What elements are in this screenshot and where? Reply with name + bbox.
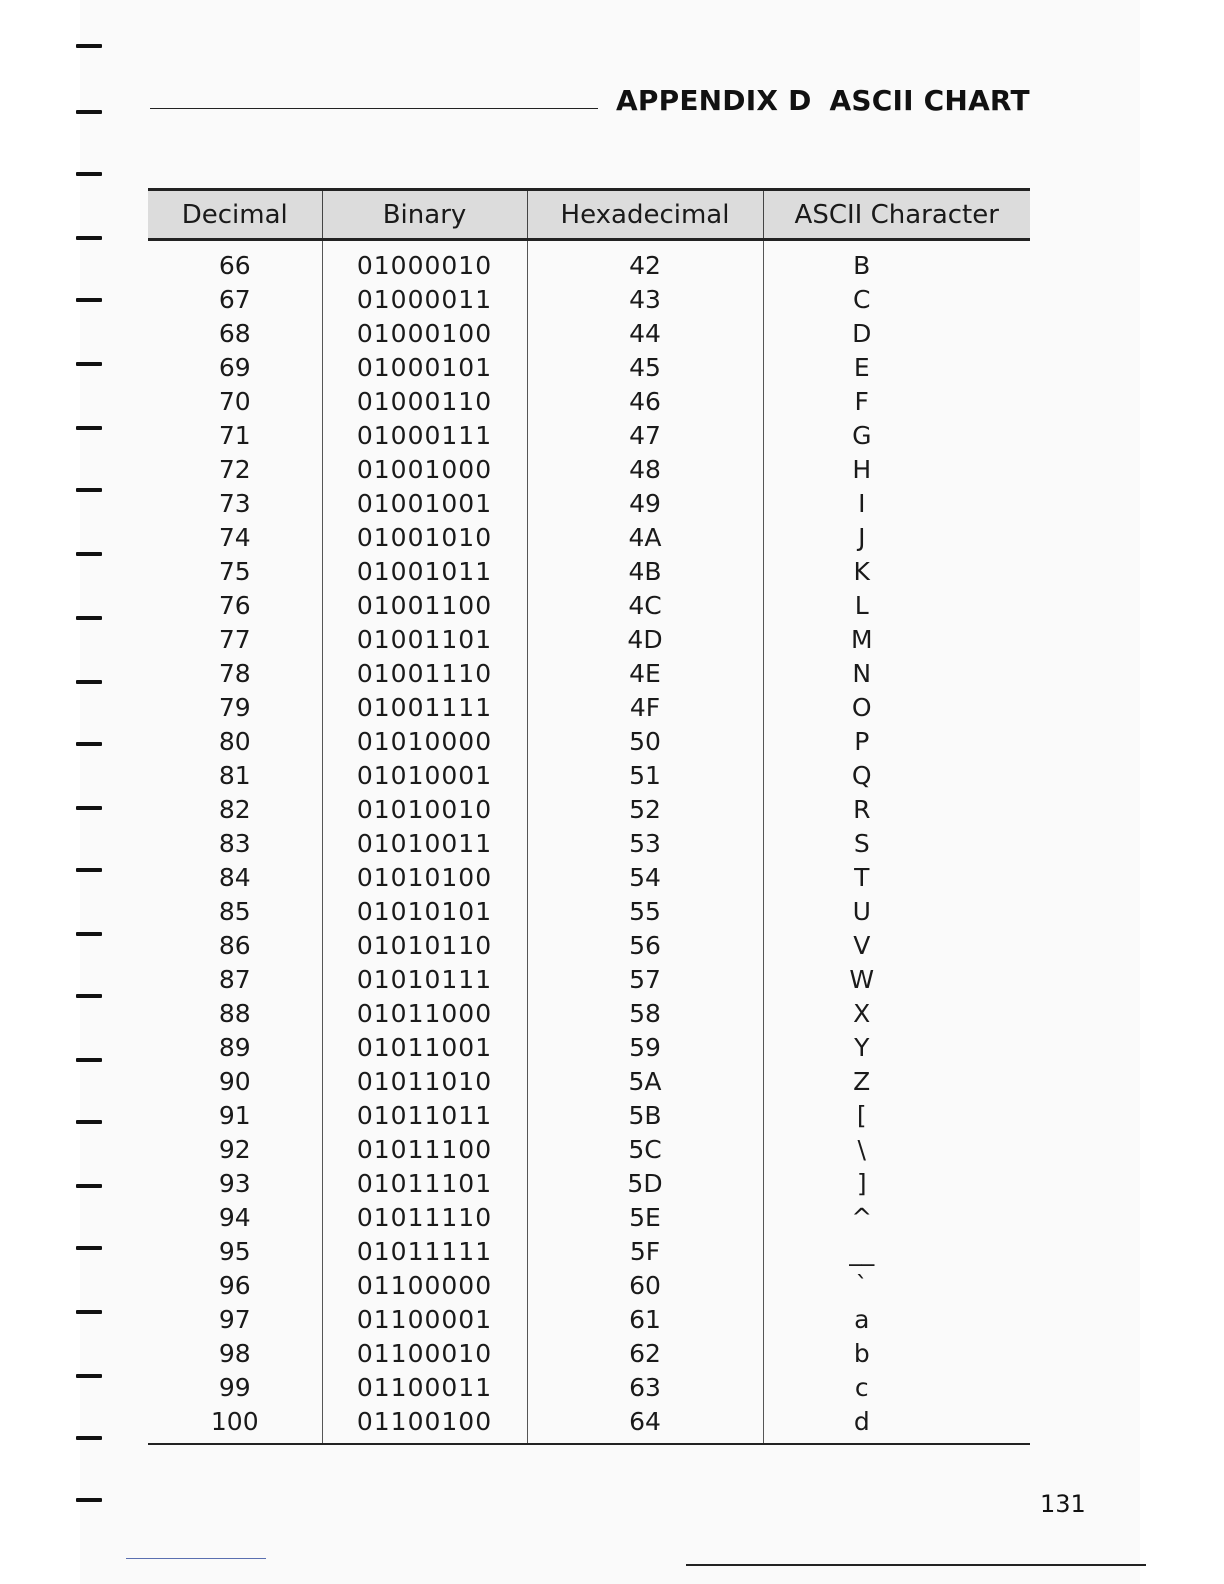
hexadecimal-cell: 5D (527, 1167, 763, 1201)
table-row (148, 351, 1030, 385)
binding-mark (76, 1184, 102, 1188)
footer-rule-right (686, 1564, 1146, 1566)
binding-mark (76, 1436, 102, 1440)
decimal-cell: 77 (218, 625, 251, 654)
binary-cell: 01011111 (322, 1235, 527, 1269)
ascii-character-cell: ` (763, 1269, 1030, 1303)
table-row (148, 1201, 1030, 1235)
hexadecimal-cell: 46 (527, 385, 763, 419)
ascii-character-cell: d (763, 1405, 1030, 1444)
binary-cell: 01011101 (322, 1167, 527, 1201)
binary-cell: 01001011 (322, 555, 527, 589)
table-row (148, 240, 1030, 284)
ascii-character-cell: P (763, 725, 1030, 759)
binding-mark (76, 994, 102, 998)
hexadecimal-cell: 62 (527, 1337, 763, 1371)
binary-cell: 01001110 (322, 657, 527, 691)
binding-mark (76, 426, 102, 430)
binding-mark (76, 44, 102, 48)
binding-mark (76, 868, 102, 872)
decimal-cell: 93 (218, 1169, 251, 1198)
ascii-character-cell: N (763, 657, 1030, 691)
hexadecimal-cell: 59 (527, 1031, 763, 1065)
hexadecimal-cell: 53 (527, 827, 763, 861)
ascii-character-cell: U (763, 895, 1030, 929)
binding-mark (76, 742, 102, 746)
binding-mark (76, 1120, 102, 1124)
hexadecimal-cell: 64 (527, 1405, 763, 1444)
ascii-character-cell: a (763, 1303, 1030, 1337)
decimal-cell: 75 (218, 557, 251, 586)
table-body (148, 240, 1030, 1445)
decimal-cell: 99 (218, 1373, 251, 1402)
footer-rule-left (126, 1558, 266, 1559)
table-row (148, 725, 1030, 759)
binding-mark (76, 806, 102, 810)
table-row (148, 555, 1030, 589)
hexadecimal-cell: 5E (527, 1201, 763, 1235)
hexadecimal-cell: 47 (527, 419, 763, 453)
binary-cell: 01001111 (322, 691, 527, 725)
ascii-character-cell: X (763, 997, 1030, 1031)
ascii-character-cell: D (763, 317, 1030, 351)
table-row (148, 963, 1030, 997)
binary-cell: 01011100 (322, 1133, 527, 1167)
table-row (148, 1371, 1030, 1405)
ascii-character-cell: Z (763, 1065, 1030, 1099)
decimal-cell: 83 (218, 829, 251, 858)
binary-cell: 01010101 (322, 895, 527, 929)
hexadecimal-cell: 4F (527, 691, 763, 725)
binary-cell: 01001101 (322, 623, 527, 657)
header-rule (150, 108, 598, 109)
ascii-character-cell: C (763, 283, 1030, 317)
table-header-row (148, 190, 1030, 240)
ascii-character-cell: L (763, 589, 1030, 623)
decimal-cell: 86 (218, 931, 251, 960)
decimal-cell: 95 (218, 1237, 251, 1266)
table-row (148, 1269, 1030, 1303)
binary-cell: 01011000 (322, 997, 527, 1031)
appendix-label: APPENDIX D (616, 84, 812, 117)
binary-cell: 01010100 (322, 861, 527, 895)
binary-cell: 01100000 (322, 1269, 527, 1303)
ascii-character-cell: Y (763, 1031, 1030, 1065)
hexadecimal-cell: 45 (527, 351, 763, 385)
table-row (148, 1065, 1030, 1099)
decimal-cell: 70 (218, 387, 251, 416)
decimal-cell: 81 (218, 761, 251, 790)
ascii-character-cell: H (763, 453, 1030, 487)
hexadecimal-cell: 4B (527, 555, 763, 589)
table-row (148, 385, 1030, 419)
table-row (148, 895, 1030, 929)
table-row (148, 759, 1030, 793)
binding-mark (76, 1246, 102, 1250)
binary-cell: 01000110 (322, 385, 527, 419)
decimal-cell: 92 (218, 1135, 251, 1164)
hexadecimal-cell: 42 (527, 240, 763, 284)
hexadecimal-cell: 5A (527, 1065, 763, 1099)
hexadecimal-cell: 5B (527, 1099, 763, 1133)
binary-cell: 01010010 (322, 793, 527, 827)
decimal-cell: 85 (218, 897, 251, 926)
binary-cell: 01001001 (322, 487, 527, 521)
table-row (148, 487, 1030, 521)
hexadecimal-cell: 4E (527, 657, 763, 691)
table-row (148, 1303, 1030, 1337)
binary-cell: 01000010 (322, 240, 527, 284)
binary-cell: 01000100 (322, 317, 527, 351)
ascii-character-cell: \ (763, 1133, 1030, 1167)
hexadecimal-cell: 61 (527, 1303, 763, 1337)
hexadecimal-cell: 4A (527, 521, 763, 555)
binding-mark (76, 932, 102, 936)
ascii-character-cell: I (763, 487, 1030, 521)
table-row (148, 283, 1030, 317)
table-row (148, 317, 1030, 351)
ascii-character-cell: Q (763, 759, 1030, 793)
hexadecimal-cell: 43 (527, 283, 763, 317)
ascii-character-cell: [ (763, 1099, 1030, 1133)
decimal-cell: 74 (218, 523, 251, 552)
ascii-character-cell: ] (763, 1167, 1030, 1201)
decimal-cell: 96 (218, 1271, 251, 1300)
binary-cell: 01010111 (322, 963, 527, 997)
decimal-cell: 89 (218, 1033, 251, 1062)
table-row (148, 1099, 1030, 1133)
binary-cell: 01011110 (322, 1201, 527, 1235)
column-header-binary: Binary (322, 190, 527, 240)
decimal-cell: 80 (218, 727, 251, 756)
binding-mark (76, 1498, 102, 1502)
table-row (148, 419, 1030, 453)
decimal-cell: 78 (218, 659, 251, 688)
table-row (148, 1167, 1030, 1201)
decimal-cell: 69 (218, 353, 251, 382)
ascii-table (148, 188, 1030, 1445)
binding-mark (76, 616, 102, 620)
binary-cell: 01010011 (322, 827, 527, 861)
hexadecimal-cell: 4D (527, 623, 763, 657)
column-header-hexadecimal: Hexadecimal (527, 190, 763, 240)
ascii-character-cell: F (763, 385, 1030, 419)
ascii-character-cell: B (763, 240, 1030, 284)
hexadecimal-cell: 5C (527, 1133, 763, 1167)
ascii-character-cell: J (763, 521, 1030, 555)
table-row (148, 691, 1030, 725)
binding-mark (76, 1058, 102, 1062)
ascii-character-cell: O (763, 691, 1030, 725)
binary-cell: 01001010 (322, 521, 527, 555)
decimal-cell: 87 (218, 965, 251, 994)
decimal-cell: 72 (218, 455, 251, 484)
ascii-character-cell: T (763, 861, 1030, 895)
page-title (616, 84, 1036, 117)
binding-mark (76, 1374, 102, 1378)
ascii-character-cell: M (763, 623, 1030, 657)
decimal-cell: 66 (218, 251, 251, 280)
hexadecimal-cell: 50 (527, 725, 763, 759)
decimal-cell: 90 (218, 1067, 251, 1096)
binding-mark (76, 172, 102, 176)
table-row (148, 1031, 1030, 1065)
ascii-character-cell: W (763, 963, 1030, 997)
hexadecimal-cell: 48 (527, 453, 763, 487)
ascii-character-cell: c (763, 1371, 1030, 1405)
column-header-ascii-character: ASCII Character (763, 190, 1030, 240)
hexadecimal-cell: 55 (527, 895, 763, 929)
ascii-character-cell: __ (763, 1235, 1030, 1269)
decimal-cell: 82 (218, 795, 251, 824)
table-row (148, 623, 1030, 657)
hexadecimal-cell: 51 (527, 759, 763, 793)
hexadecimal-cell: 58 (527, 997, 763, 1031)
table-row (148, 793, 1030, 827)
table-row (148, 521, 1030, 555)
decimal-cell: 71 (218, 421, 251, 450)
binary-cell: 01100011 (322, 1371, 527, 1405)
decimal-cell: 76 (218, 591, 251, 620)
decimal-cell: 100 (148, 1405, 322, 1444)
table-row (148, 453, 1030, 487)
table-row (148, 997, 1030, 1031)
table-row (148, 827, 1030, 861)
binary-cell: 01000111 (322, 419, 527, 453)
decimal-cell: 98 (218, 1339, 251, 1368)
ascii-character-cell: E (763, 351, 1030, 385)
table-row (148, 1405, 1030, 1444)
decimal-cell: 94 (218, 1203, 251, 1232)
table-row (148, 1337, 1030, 1371)
chapter-title: ASCII CHART (829, 84, 1030, 117)
table-row (148, 861, 1030, 895)
ascii-character-cell: K (763, 555, 1030, 589)
decimal-cell: 97 (218, 1305, 251, 1334)
binary-cell: 01001100 (322, 589, 527, 623)
column-header-decimal: Decimal (148, 190, 322, 240)
hexadecimal-cell: 57 (527, 963, 763, 997)
binary-cell: 01001000 (322, 453, 527, 487)
binding-mark (76, 362, 102, 366)
binary-cell: 01011010 (322, 1065, 527, 1099)
ascii-character-cell: V (763, 929, 1030, 963)
binary-cell: 01100010 (322, 1337, 527, 1371)
ascii-character-cell: ^ (763, 1201, 1030, 1235)
table-row (148, 929, 1030, 963)
ascii-character-cell: G (763, 419, 1030, 453)
binding-mark (76, 110, 102, 114)
table-row (148, 1235, 1030, 1269)
decimal-cell: 84 (218, 863, 251, 892)
binding-mark (76, 298, 102, 302)
page-number: 131 (1040, 1490, 1086, 1518)
hexadecimal-cell: 60 (527, 1269, 763, 1303)
hexadecimal-cell: 56 (527, 929, 763, 963)
binding-mark (76, 552, 102, 556)
decimal-cell: 67 (218, 285, 251, 314)
decimal-cell: 68 (218, 319, 251, 348)
binary-cell: 01010001 (322, 759, 527, 793)
binary-cell: 01100001 (322, 1303, 527, 1337)
binary-cell: 01000101 (322, 351, 527, 385)
ascii-character-cell: S (763, 827, 1030, 861)
decimal-cell: 73 (218, 489, 251, 518)
binary-cell: 01010110 (322, 929, 527, 963)
hexadecimal-cell: 44 (527, 317, 763, 351)
binary-cell: 01011011 (322, 1099, 527, 1133)
ascii-character-cell: R (763, 793, 1030, 827)
binding-mark (76, 680, 102, 684)
decimal-cell: 88 (218, 999, 251, 1028)
ascii-character-cell: b (763, 1337, 1030, 1371)
binary-cell: 01011001 (322, 1031, 527, 1065)
table-row (148, 589, 1030, 623)
hexadecimal-cell: 52 (527, 793, 763, 827)
table-row (148, 657, 1030, 691)
binary-cell: 01010000 (322, 725, 527, 759)
binary-cell: 01100100 (322, 1405, 527, 1444)
hexadecimal-cell: 54 (527, 861, 763, 895)
decimal-cell: 91 (218, 1101, 251, 1130)
binary-cell: 01000011 (322, 283, 527, 317)
hexadecimal-cell: 49 (527, 487, 763, 521)
binding-mark (76, 236, 102, 240)
binding-mark (76, 488, 102, 492)
binding-mark (76, 1310, 102, 1314)
table-row (148, 1133, 1030, 1167)
hexadecimal-cell: 4C (527, 589, 763, 623)
decimal-cell: 79 (218, 693, 251, 722)
binding-marks (0, 0, 120, 1584)
hexadecimal-cell: 5F (527, 1235, 763, 1269)
hexadecimal-cell: 63 (527, 1371, 763, 1405)
